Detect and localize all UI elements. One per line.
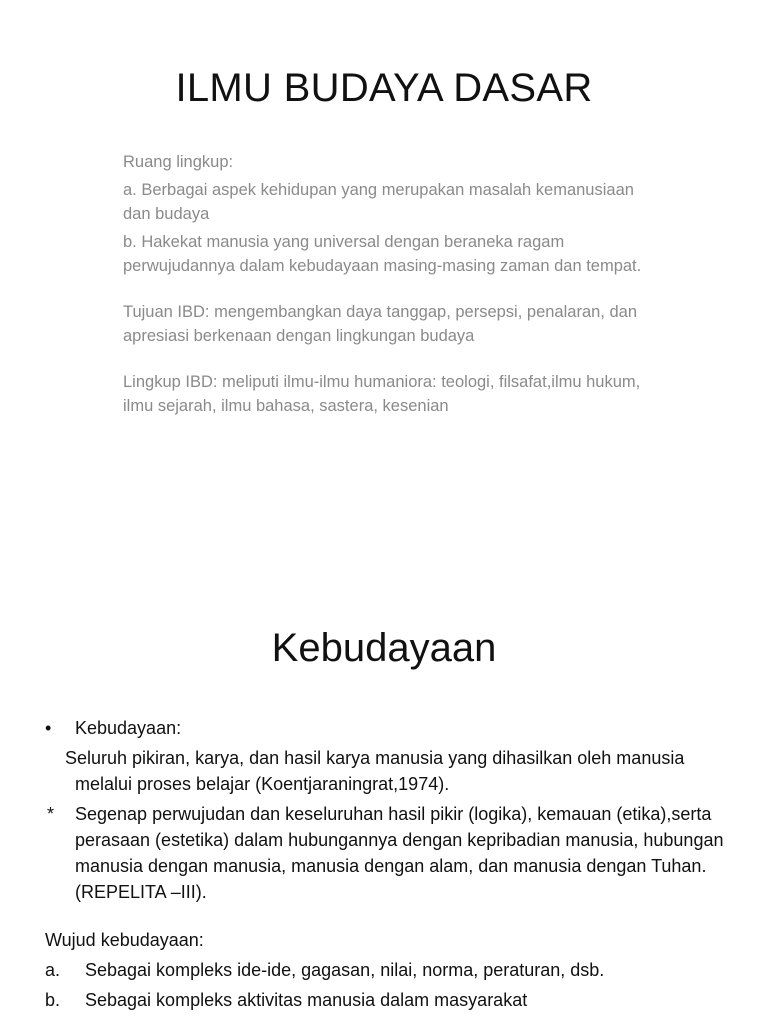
form-item-a [45, 957, 745, 983]
bullet-marker: • [45, 718, 52, 738]
slide-title: Kebudayaan [271, 626, 497, 670]
slide-body [123, 150, 663, 422]
bullet-item [45, 715, 745, 741]
purpose-text: Tujuan IBD: mengembangkan daya tanggap, persepsi, penalaran, dan apresiasi berkenaan dengan lingkungan budaya [123, 303, 637, 345]
list-marker: a. [45, 960, 61, 980]
definition-2-item [45, 801, 745, 905]
slide-kebudayaan [0, 560, 768, 1024]
forms-heading: Wujud kebudayaan: [45, 930, 204, 950]
bullet-label: Kebudayaan: [75, 718, 182, 738]
list-marker: b. [45, 990, 61, 1010]
scope-item-a: a. Berbagai aspek kehidupan yang merupakan masalah kemanusiaan dan budaya [123, 181, 634, 223]
form-text: Sebagai kompleks ide-ide, gagasan, nilai, norma, peraturan, dsb. [85, 960, 605, 980]
slide-body [45, 715, 745, 1013]
definition-2: Segenap perwujudan dan keseluruhan hasil pikir (logika), kemauan (etika),serta perasaan (estetika) dalam hubungannya dengan kepribadian manusia, hubungan manusia dengan manusia, manusia dengan alam, dan manusia dengan Tuhan. (REPELITA –III). [75, 804, 724, 902]
scope-label: Ruang lingkup: [123, 153, 234, 171]
form-item-b [45, 987, 745, 1013]
slide-title: ILMU BUDAYA DASAR [175, 66, 593, 110]
star-marker: * [47, 804, 55, 824]
scope-item-b: b. Hakekat manusia yang universal dengan beraneka ragam perwujudannya dalam kebudayaan masing-masing zaman dan tempat. [123, 233, 642, 275]
definition-1: Seluruh pikiran, karya, dan hasil karya manusia yang dihasilkan oleh manusia melalui proses belajar (Koentjaraningrat,1974). [65, 748, 685, 794]
form-text: Sebagai kompleks aktivitas manusia dalam masyarakat [85, 990, 528, 1010]
coverage-text: Lingkup IBD: meliputi ilmu-ilmu humaniora: teologi, filsafat,ilmu hukum, ilmu sejarah, ilmu bahasa, sastera, kesenian [123, 373, 641, 415]
